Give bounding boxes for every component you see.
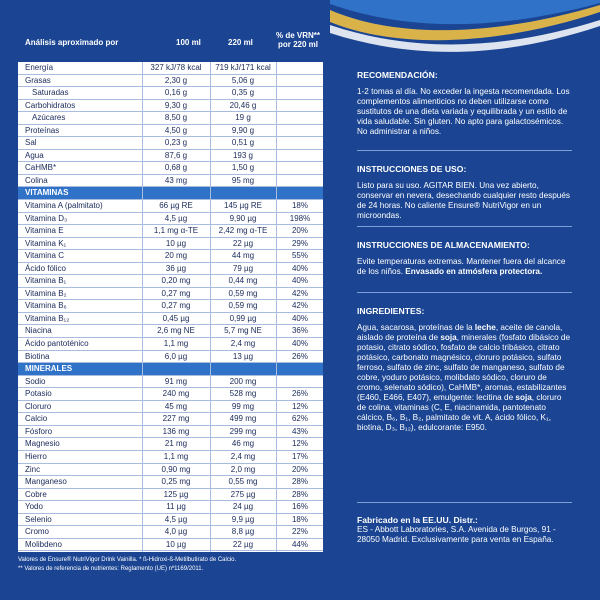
value-100ml: 0,23 g [164, 138, 188, 148]
column-divider [210, 62, 211, 552]
value-220ml: 528 mg [229, 389, 257, 399]
value-100ml: 0,20 mg [161, 276, 191, 286]
value-220ml: 99 mg [231, 401, 255, 411]
table-row [18, 514, 323, 527]
footnote-1: Valores de Ensure® NutriVigor Drink Vainilla. * ß-Hidroxi-ß-Metilbutirato de Calcio. [18, 557, 237, 563]
value-100ml: 1,1 mg [163, 451, 189, 461]
section-vitaminas [18, 187, 323, 200]
nutrient-name: CaHMB* [25, 163, 57, 173]
value-100ml: 91 mg [164, 376, 188, 386]
value-220ml: 193 g [232, 150, 254, 160]
table-row [18, 275, 323, 288]
value-220ml: 275 µg [230, 489, 256, 499]
value-100ml: 1,1 mg α-TE [153, 226, 199, 236]
table-row [18, 62, 323, 75]
almacenamiento-text: Evite temperaturas extremas. Mantener fuera del alcance de los niños. Envasado en atmósfera protectora. [357, 257, 566, 276]
value-100ml: 327 kJ/78 kcal [150, 63, 202, 72]
table-row [18, 325, 323, 338]
section-minerales [18, 363, 323, 376]
value-220ml: 20,46 g [229, 100, 257, 110]
nutrient-name: Selenio [25, 514, 52, 524]
section-vitaminas-label: VITAMINAS [25, 188, 69, 198]
value-100ml: 0,27 mg [161, 288, 191, 298]
table-row [18, 526, 323, 539]
value-vrn: 62% [291, 414, 308, 424]
instrucciones-uso-block [357, 164, 572, 221]
value-100ml: 8,50 g [164, 113, 188, 123]
value-220ml: 95 mg [231, 175, 255, 185]
value-100ml: 9,30 g [164, 100, 188, 110]
value-100ml: 0,45 µg [162, 313, 190, 323]
value-100ml: 21 mg [164, 439, 188, 449]
nutrient-name: Saturadas [32, 88, 69, 98]
nutrient-name: Niacina [25, 326, 52, 336]
nutrient-name: Biotina [25, 351, 50, 361]
footnotes [18, 556, 328, 574]
table-row [18, 313, 323, 326]
nutrient-name: Zinc [25, 464, 41, 474]
nutrient-name: Sal [25, 138, 37, 148]
value-vrn: 42% [291, 288, 308, 298]
header-analisis: Análisis aproximado por [25, 38, 119, 47]
table-row [18, 539, 323, 552]
table-row [18, 100, 323, 113]
table-row [18, 150, 323, 163]
section-divider [357, 292, 572, 293]
header-100ml: 100 ml [176, 38, 201, 47]
value-220ml: 22 µg [232, 238, 254, 248]
value-100ml: 1,1 mg [163, 339, 189, 349]
value-vrn: 26% [291, 389, 308, 399]
nutrient-name: Calcio [25, 414, 48, 424]
value-220ml: 0,59 mg [228, 301, 258, 311]
value-100ml: 125 µg [163, 489, 189, 499]
value-vrn: 28% [291, 489, 308, 499]
value-vrn: 55% [291, 251, 308, 261]
value-100ml: 43 mg [164, 175, 188, 185]
value-vrn: 12% [291, 401, 308, 411]
value-220ml: 2,4 mg [230, 339, 256, 349]
value-220ml: 2,4 mg [230, 451, 256, 461]
value-100ml: 0,68 g [164, 163, 188, 173]
value-220ml: 719 kJ/171 kcal [215, 63, 271, 72]
table-row [18, 489, 323, 502]
table-row [18, 388, 323, 401]
instrucciones-uso-title: INSTRUCCIONES DE USO: [357, 164, 467, 174]
nutrient-name: Azúcares [32, 113, 66, 123]
nutrient-name: Vitamina E [25, 226, 64, 236]
nutrient-name: Cromo [25, 527, 50, 537]
table-row [18, 200, 323, 213]
table-row [18, 501, 323, 514]
value-vrn: 36% [291, 326, 308, 336]
header-220ml: 220 ml [228, 38, 253, 47]
ingredientes-title: INGREDIENTES: [357, 306, 425, 316]
nutrient-name: Carbohidratos [25, 100, 76, 110]
value-100ml: 0,27 mg [161, 301, 191, 311]
value-100ml: 4,0 µg [164, 527, 188, 537]
nutrient-name: Cloruro [25, 401, 52, 411]
recomendacion-text: 1-2 tomas al día. No exceder la ingesta recomendada. Los complementos alimenticios no deben utilizarse como sustitutos de una dieta variada y equilibrada y un estilo de vida saludable. Sin gluten. No apto para galactosémicos. No administrar a niños. [357, 87, 570, 136]
value-100ml: 240 mg [162, 389, 190, 399]
value-vrn: 40% [291, 339, 308, 349]
nutrient-name: Hierro [25, 451, 47, 461]
nutrition-table [18, 24, 323, 552]
value-220ml: 24 µg [232, 502, 254, 512]
value-vrn: 198% [289, 213, 311, 223]
value-220ml: 44 mg [231, 251, 255, 261]
nutrient-name: Colina [25, 175, 48, 185]
value-220ml: 5,06 g [231, 75, 255, 85]
value-100ml: 66 µg RE [159, 201, 193, 211]
value-220ml: 299 mg [229, 426, 257, 436]
value-vrn: 12% [291, 439, 308, 449]
value-100ml: 4,5 µg [164, 514, 188, 524]
nutrient-name: Vitamina C [25, 251, 64, 261]
value-vrn: 18% [291, 514, 308, 524]
table-body [18, 62, 323, 551]
nutrient-name: Vitamina B₁ [25, 276, 67, 286]
value-100ml: 45 mg [164, 401, 188, 411]
value-220ml: 0,99 µg [229, 313, 257, 323]
nutrient-name: Potasio [25, 389, 52, 399]
value-220ml: 46 mg [231, 439, 255, 449]
value-vrn: 44% [291, 539, 308, 549]
table-row [18, 401, 323, 414]
recomendacion-block [357, 70, 572, 137]
value-100ml: 4,5 µg [164, 213, 188, 223]
value-100ml: 10 µg [165, 238, 187, 248]
value-vrn: 43% [291, 426, 308, 436]
nutrient-name: Agua [25, 150, 44, 160]
nutrient-name: Vitamina B₆ [25, 301, 67, 311]
section-divider [357, 226, 572, 227]
recomendacion-title: RECOMENDACIÓN: [357, 70, 438, 80]
value-vrn: 26% [291, 351, 308, 361]
table-row [18, 300, 323, 313]
table-row [18, 451, 323, 464]
table-row [18, 238, 323, 251]
fabricado-text: ES - Abbott Laboratories, S.A. Avenida de Burgos, 91 - 28050 Madrid. Exclusivamente para venta en España. [357, 525, 556, 544]
nutrient-name: Vitamina B₂ [25, 288, 67, 298]
value-220ml: 200 mg [229, 376, 257, 386]
section-minerales-label: MINERALES [25, 364, 73, 374]
column-divider [276, 62, 277, 552]
value-100ml: 0,25 mg [161, 477, 191, 487]
value-100ml: 6,0 µg [164, 351, 188, 361]
value-100ml: 0,16 g [164, 88, 188, 98]
value-vrn: 28% [291, 477, 308, 487]
fabricado-title: Fabricado en la EE.UU. Distr.: [357, 515, 478, 525]
fabricado-block [357, 515, 572, 545]
value-100ml: 10 µg [165, 539, 187, 549]
value-vrn: 40% [291, 313, 308, 323]
nutrient-name: Molibdeno [25, 539, 62, 549]
value-100ml: 20 mg [164, 251, 188, 261]
almacenamiento-block [357, 240, 572, 277]
nutrient-name: Energía [25, 63, 54, 72]
value-220ml: 8,8 µg [231, 527, 255, 537]
value-100ml: 2,30 g [164, 75, 188, 85]
value-220ml: 19 g [235, 113, 251, 123]
table-row [18, 464, 323, 477]
section-divider [357, 502, 572, 503]
table-row [18, 137, 323, 150]
nutrient-name: Magnesio [25, 439, 60, 449]
table-row [18, 250, 323, 263]
value-220ml: 0,55 mg [228, 477, 258, 487]
footnote-2: ** Valores de referencia de nutrientes: Reglamento (UE) nº1169/2011. [18, 566, 204, 572]
table-row [18, 125, 323, 138]
value-220ml: 9,90 µg [229, 213, 257, 223]
value-vrn: 22% [291, 527, 308, 537]
value-220ml: 145 µg RE [224, 201, 262, 211]
table-row [18, 162, 323, 175]
value-220ml: 1,50 g [231, 163, 255, 173]
table-row [18, 112, 323, 125]
value-100ml: 136 mg [162, 426, 190, 436]
nutrient-name: Vitamina A (palmitato) [25, 201, 103, 211]
value-100ml: 2,6 mg NE [157, 326, 195, 336]
table-header [18, 24, 323, 62]
nutrient-name: Vitamina K₁ [25, 238, 67, 248]
nutrient-name: Ácido fólico [25, 263, 66, 273]
table-row [18, 438, 323, 451]
nutrient-name: Ácido pantoténico [25, 339, 89, 349]
value-220ml: 22 µg [232, 539, 254, 549]
value-vrn: 18% [291, 201, 308, 211]
value-220ml: 0,51 g [231, 138, 255, 148]
table-row [18, 376, 323, 389]
value-vrn: 42% [291, 301, 308, 311]
nutrient-name: Vitamina D₃ [25, 213, 68, 223]
value-220ml: 79 µg [232, 263, 254, 273]
nutrient-name: Grasas [25, 75, 51, 85]
value-220ml: 0,44 mg [228, 276, 258, 286]
table-row [18, 87, 323, 100]
value-220ml: 0,59 mg [228, 288, 258, 298]
table-row [18, 288, 323, 301]
value-220ml: 9,9 µg [231, 514, 255, 524]
value-vrn: 40% [291, 276, 308, 286]
value-100ml: 36 µg [165, 263, 187, 273]
table-row [18, 426, 323, 439]
ingredientes-text: Agua, sacarosa, proteínas de la leche, aceite de canola, aislado de proteína de soja, minerales (fosfato dibásico de potasio, citrato sódico, fosfato de calcio tribásico, citrato potásico, carbonato magnésico, cloruro potásico, sulfato ferroso, sulfato de zinc, sulfato de manganeso, sulfato de cobre, yoduro potásico, molibdato sódico, cloruro de cromo, selenato sódico), CaHMB*, aromas, estabilizantes (E460, E466, E407), emulgente: lecitina de soja, cloruro de colina, vitaminas (C, E, niacinamida, pantotenato cálcico, B₆, B₁, B₂, palmitato de vit. A, ácido fólico, K₁, biotina, D₃, B₁₂), edulcorante: E950. [357, 323, 571, 432]
nutrient-name: Sodio [25, 376, 46, 386]
value-vrn: 17% [291, 451, 308, 461]
table-row [18, 213, 323, 226]
value-220ml: 9,90 g [231, 125, 255, 135]
value-220ml: 0,35 g [231, 88, 255, 98]
table-row [18, 225, 323, 238]
value-100ml: 0,90 mg [161, 464, 191, 474]
value-100ml: 227 mg [162, 414, 190, 424]
column-divider [142, 62, 143, 552]
table-row [18, 75, 323, 88]
table-row [18, 338, 323, 351]
nutrient-name: Cobre [25, 489, 47, 499]
nutrient-name: Fósforo [25, 426, 53, 436]
almacenamiento-title: INSTRUCCIONES DE ALMACENAMIENTO: [357, 240, 530, 250]
value-100ml: 11 µg [166, 502, 186, 512]
value-vrn: 40% [291, 263, 308, 273]
value-100ml: 87,6 g [164, 150, 188, 160]
value-220ml: 499 mg [229, 414, 257, 424]
value-100ml: 4,50 g [164, 125, 188, 135]
value-220ml: 13 µg [232, 351, 254, 361]
value-220ml: 5,7 mg NE [224, 326, 262, 336]
nutrient-name: Yodo [25, 502, 43, 512]
table-row [18, 476, 323, 489]
value-vrn: 29% [291, 238, 308, 248]
table-row [18, 175, 323, 188]
table-row [18, 263, 323, 276]
ingredientes-block [357, 306, 572, 433]
nutrient-name: Proteínas [25, 125, 60, 135]
value-vrn: 20% [291, 226, 308, 236]
table-row [18, 351, 323, 364]
value-vrn: 16% [291, 502, 308, 512]
value-220ml: 2,42 mg α-TE [218, 226, 268, 236]
nutrient-name: Vitamina B₁₂ [25, 313, 70, 323]
table-row [18, 413, 323, 426]
section-divider [357, 150, 572, 151]
nutrient-name: Manganeso [25, 477, 67, 487]
instrucciones-uso-text: Listo para su uso. AGITAR BIEN. Una vez abierto, conservar en nevera, desechando cualquier resto después de 24 horas. No caliente Ensure® NutriVigor en un microondas. [357, 181, 571, 220]
value-vrn: 20% [291, 464, 308, 474]
header-vrn: % de VRN** por 220 ml [275, 31, 320, 49]
value-220ml: 2,0 mg [230, 464, 256, 474]
